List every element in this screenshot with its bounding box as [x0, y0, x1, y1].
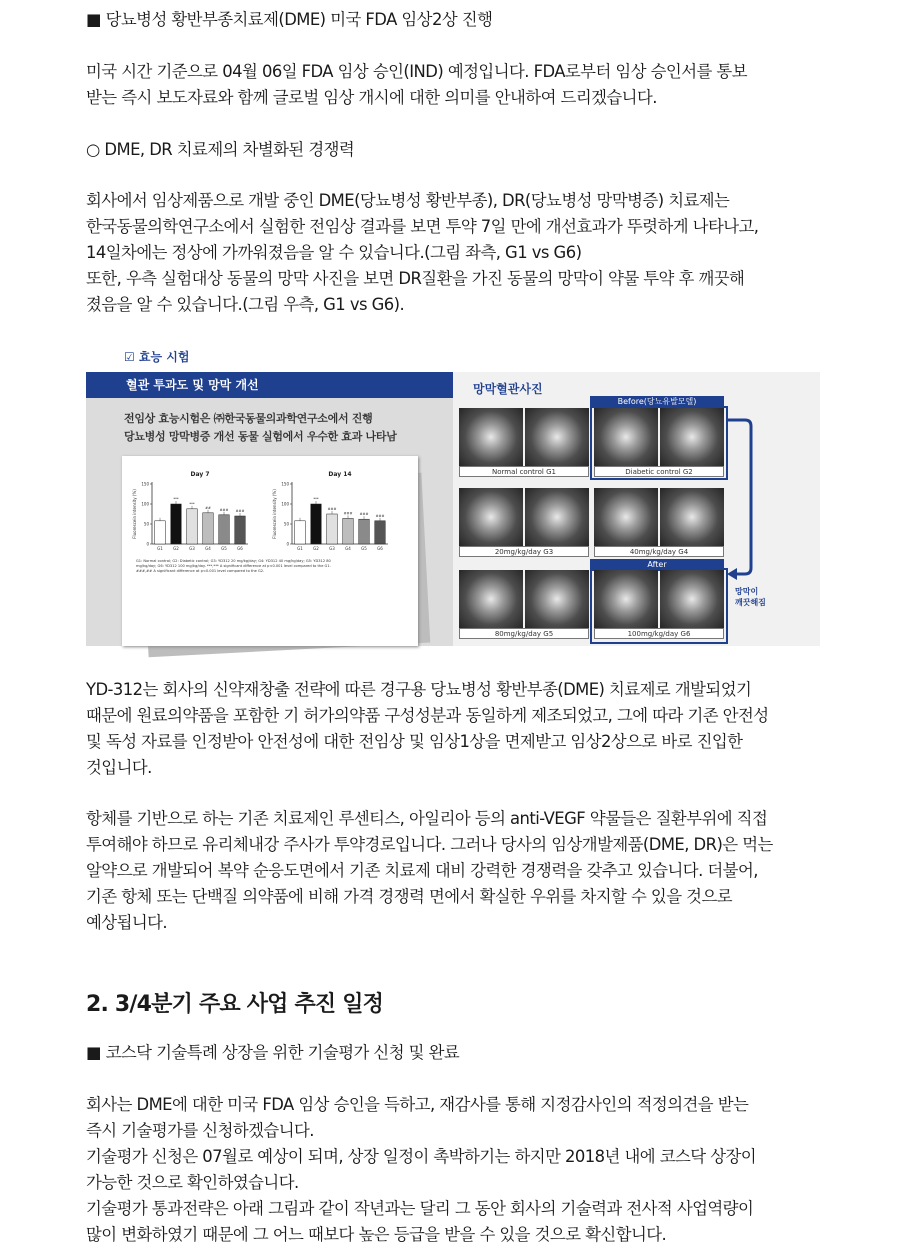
text-line: 항체를 기반으로 하는 기존 치료제인 루센티스, 아일리아 등의 anti-VEGF 약물들은 질환부위에 직접 [86, 809, 768, 828]
text-line: 즉시 기술평가를 신청하겠습니다. [86, 1121, 314, 1140]
x-tick-label: G4 [205, 546, 211, 551]
significance-label: ### [343, 511, 353, 516]
bar-g3 [327, 514, 338, 544]
paragraph-fda-approval [86, 59, 816, 111]
retina-image [594, 488, 658, 546]
x-tick-label: G6 [237, 546, 243, 551]
chart-paper [122, 456, 418, 646]
x-tick-label: G6 [377, 546, 383, 551]
text-line: 기술평가 신청은 07월로 예상이 되며, 상장 일정이 촉박하기는 하지만 2018년 내에 코스닥 상장이 [86, 1147, 757, 1166]
bar-g3 [187, 509, 198, 544]
retina-pair-g3 [459, 488, 589, 546]
text-line: 가능한 것으로 확인하였습니다. [86, 1173, 299, 1192]
retina-image [660, 488, 724, 546]
x-tick-label: G2 [173, 546, 179, 551]
significance-label: ### [235, 509, 245, 513]
section1-heading: ■ 당뇨병성 황반부종치료제(DME) 미국 FDA 임상2상 진행 [86, 10, 493, 29]
retina-pair-g5 [459, 570, 589, 628]
text-line: 때문에 원료의약품을 포함한 기 허가의약품 구성성분과 동일하게 제조되었고, 그에 따라 기존 안전성 [86, 706, 769, 725]
significance-label: *** [173, 497, 179, 501]
text-line: 14일차에는 정상에 가까워졌음을 알 수 있습니다.(그림 좌측, G1 vs G6) [86, 243, 582, 262]
significance-label: ### [327, 507, 337, 511]
y-axis-label: Fluorescein intensity (%) [272, 489, 277, 539]
x-tick-label: G1 [297, 546, 303, 551]
text-line: 또한, 우측 실험대상 동물의 망막 사진을 보면 DR질환을 가진 동물의 망막이 약물 투약 후 깨끗해 [86, 269, 745, 288]
after-label: After [590, 559, 724, 571]
retina-image [459, 408, 523, 466]
bar-g5 [219, 515, 230, 544]
caption-g1: Normal control G1 [459, 466, 589, 477]
text-line: 것입니다. [86, 758, 152, 777]
caption-g4: 40mg/kg/day G4 [594, 546, 724, 557]
y-tick-label: 150 [281, 481, 289, 487]
bar-g4 [203, 513, 214, 544]
text-line: 미국 시간 기준으로 04월 06일 FDA 임상 승인(IND) 예정입니다. FDA로부터 임상 승인서를 통보 [86, 62, 747, 81]
bar-g5 [359, 519, 370, 544]
bar-g1 [155, 521, 166, 544]
paragraph-preclinical [86, 188, 816, 318]
text-line: 회사에서 임상제품으로 개발 중인 DME(당뇨병성 황반부종), DR(당뇨병성 망막병증) 치료제는 [86, 191, 730, 210]
bar-g6 [235, 516, 246, 544]
retina-image [459, 488, 523, 546]
text-line: 기존 항체 또는 단백질 의약품에 비해 가격 경쟁력 면에서 확실한 우위를 차지할 수 있을 것으로 [86, 887, 733, 906]
caption-g6: 100mg/kg/day G6 [594, 628, 724, 639]
significance-label: *** [189, 501, 195, 506]
text-line: 투여해야 하므로 유리체내강 주사가 투약경로입니다. 그러나 당사의 임상개발제품(DME, DR)은 먹는 [86, 835, 773, 854]
text-line: 졌음을 알 수 있습니다.(그림 우측, G1 vs G6). [86, 295, 405, 314]
x-tick-label: G5 [361, 546, 367, 551]
bar-g4 [343, 518, 354, 544]
bar-charts [122, 456, 418, 646]
arrow-icon [725, 412, 765, 582]
chart-title: Day 14 [328, 471, 352, 478]
before-frame [590, 406, 728, 480]
text-line: 및 독성 자료를 인정받아 안전성에 대한 전임상 및 임상1상을 면제받고 임상2상으로 바로 진입한 [86, 732, 743, 751]
y-tick-label: 50 [283, 521, 289, 527]
y-tick-label: 100 [141, 501, 149, 507]
x-tick-label: G1 [157, 546, 163, 551]
chart-footnote: G1: Normal control; G2: Diabetic control; G3: YD312 20 mg/kg/day; G4: YD312 40 mg/kg/day; G5: YD312 80 mg/kg/day; G6: YD312 100 mg/kg/day. ***,*** A significant difference at p<0.001 level compared to the G1. ###,## A significant difference at p<0.001 level compared to the G2. [136, 559, 331, 573]
section2-title: 2. 3/4분기 주요 사업 추진 일정 [86, 992, 384, 1017]
bar-g2 [311, 504, 322, 544]
section2-heading: ■ 코스닥 기술특례 상장을 위한 기술평가 신청 및 완료 [86, 1043, 460, 1062]
bar-g6 [375, 521, 386, 544]
retina-pair-g1 [459, 408, 589, 466]
y-tick-label: 0 [286, 541, 289, 547]
text-line: 회사는 DME에 대한 미국 FDA 임상 승인을 득하고, 재감사를 통해 지정감사인의 적정의견을 받는 [86, 1095, 749, 1114]
after-frame [590, 568, 728, 644]
chart-title: Day 7 [190, 471, 210, 478]
text-line: 기술평가 통과전략은 아래 그림과 같이 작년과는 달리 그 동안 회사의 기술력과 전사적 사업역량이 [86, 1199, 754, 1218]
significance-label: ### [219, 507, 229, 512]
y-tick-label: 0 [146, 541, 149, 547]
bar-g2 [171, 504, 182, 544]
left-panel-title: 혈관 투과도 및 망막 개선 [86, 372, 453, 398]
caption-g2: Diabetic control G2 [594, 466, 724, 477]
y-axis-label: Fluorescein intensity (%) [132, 489, 137, 539]
left-panel-line2: 당뇨병성 망막병증 개선 동물 실험에서 우수한 효과 나타남 [124, 430, 397, 443]
subheading-competitiveness: ○ DME, DR 치료제의 차별화된 경쟁력 [86, 140, 355, 159]
caption-g3: 20mg/kg/day G3 [459, 546, 589, 557]
figure-left-panel [86, 372, 453, 646]
retina-image [525, 570, 589, 628]
paragraph-tech-evaluation [86, 1092, 816, 1248]
significance-label: ### [359, 512, 369, 517]
figure-header: ☑ 효능 시험 [124, 350, 190, 364]
retina-image [525, 488, 589, 546]
significance-label: ## [205, 505, 211, 510]
x-tick-label: G3 [329, 546, 335, 551]
paragraph-yd312 [86, 677, 816, 781]
text-line: 한국동물의학연구소에서 실험한 전임상 결과를 보면 투약 7일 만에 개선효과가 뚜렷하게 나타나고, [86, 217, 759, 236]
text-line: 많이 변화하였기 때문에 그 어느 때보다 높은 등급을 받을 수 있을 것으로 확신합니다. [86, 1225, 667, 1244]
retina-image [459, 570, 523, 628]
text-line: 받는 즉시 보도자료와 함께 글로벌 임상 개시에 대한 의미를 안내하여 드리겠습니다. [86, 88, 657, 107]
x-tick-label: G2 [313, 546, 319, 551]
figure-right-panel [453, 372, 820, 646]
text-line: YD-312는 회사의 신약재창출 전략에 따른 경구용 당뇨병성 황반부종(DME) 치료제로 개발되었기 [86, 680, 752, 699]
retina-image [525, 408, 589, 466]
retina-cleared-label: 망막이 깨끗해짐 [735, 587, 766, 607]
x-tick-label: G3 [189, 546, 195, 551]
text-line: 예상됩니다. [86, 913, 168, 932]
left-panel-line1: 전임상 효능시험은 ㈜한국동물의과학연구소에서 진행 [124, 412, 373, 425]
right-panel-title: 망막혈관사진 [473, 382, 543, 396]
before-label: Before(당뇨유발모델) [590, 396, 724, 408]
efficacy-test-figure [86, 344, 820, 646]
x-tick-label: G5 [221, 546, 227, 551]
y-tick-label: 150 [141, 481, 149, 487]
text-line: 알약으로 개발되어 복약 순응도면에서 기존 치료제 대비 강력한 경쟁력을 갖추고 있습니다. 더불어, [86, 861, 758, 880]
paragraph-anti-vegf [86, 806, 816, 936]
significance-label: *** [313, 497, 319, 501]
retina-pair-g4 [594, 488, 724, 546]
x-tick-label: G4 [345, 546, 351, 551]
y-tick-label: 50 [143, 521, 149, 527]
caption-g5: 80mg/kg/day G5 [459, 628, 589, 639]
y-tick-label: 100 [281, 501, 289, 507]
bar-g1 [295, 521, 306, 544]
significance-label: ### [375, 513, 385, 518]
